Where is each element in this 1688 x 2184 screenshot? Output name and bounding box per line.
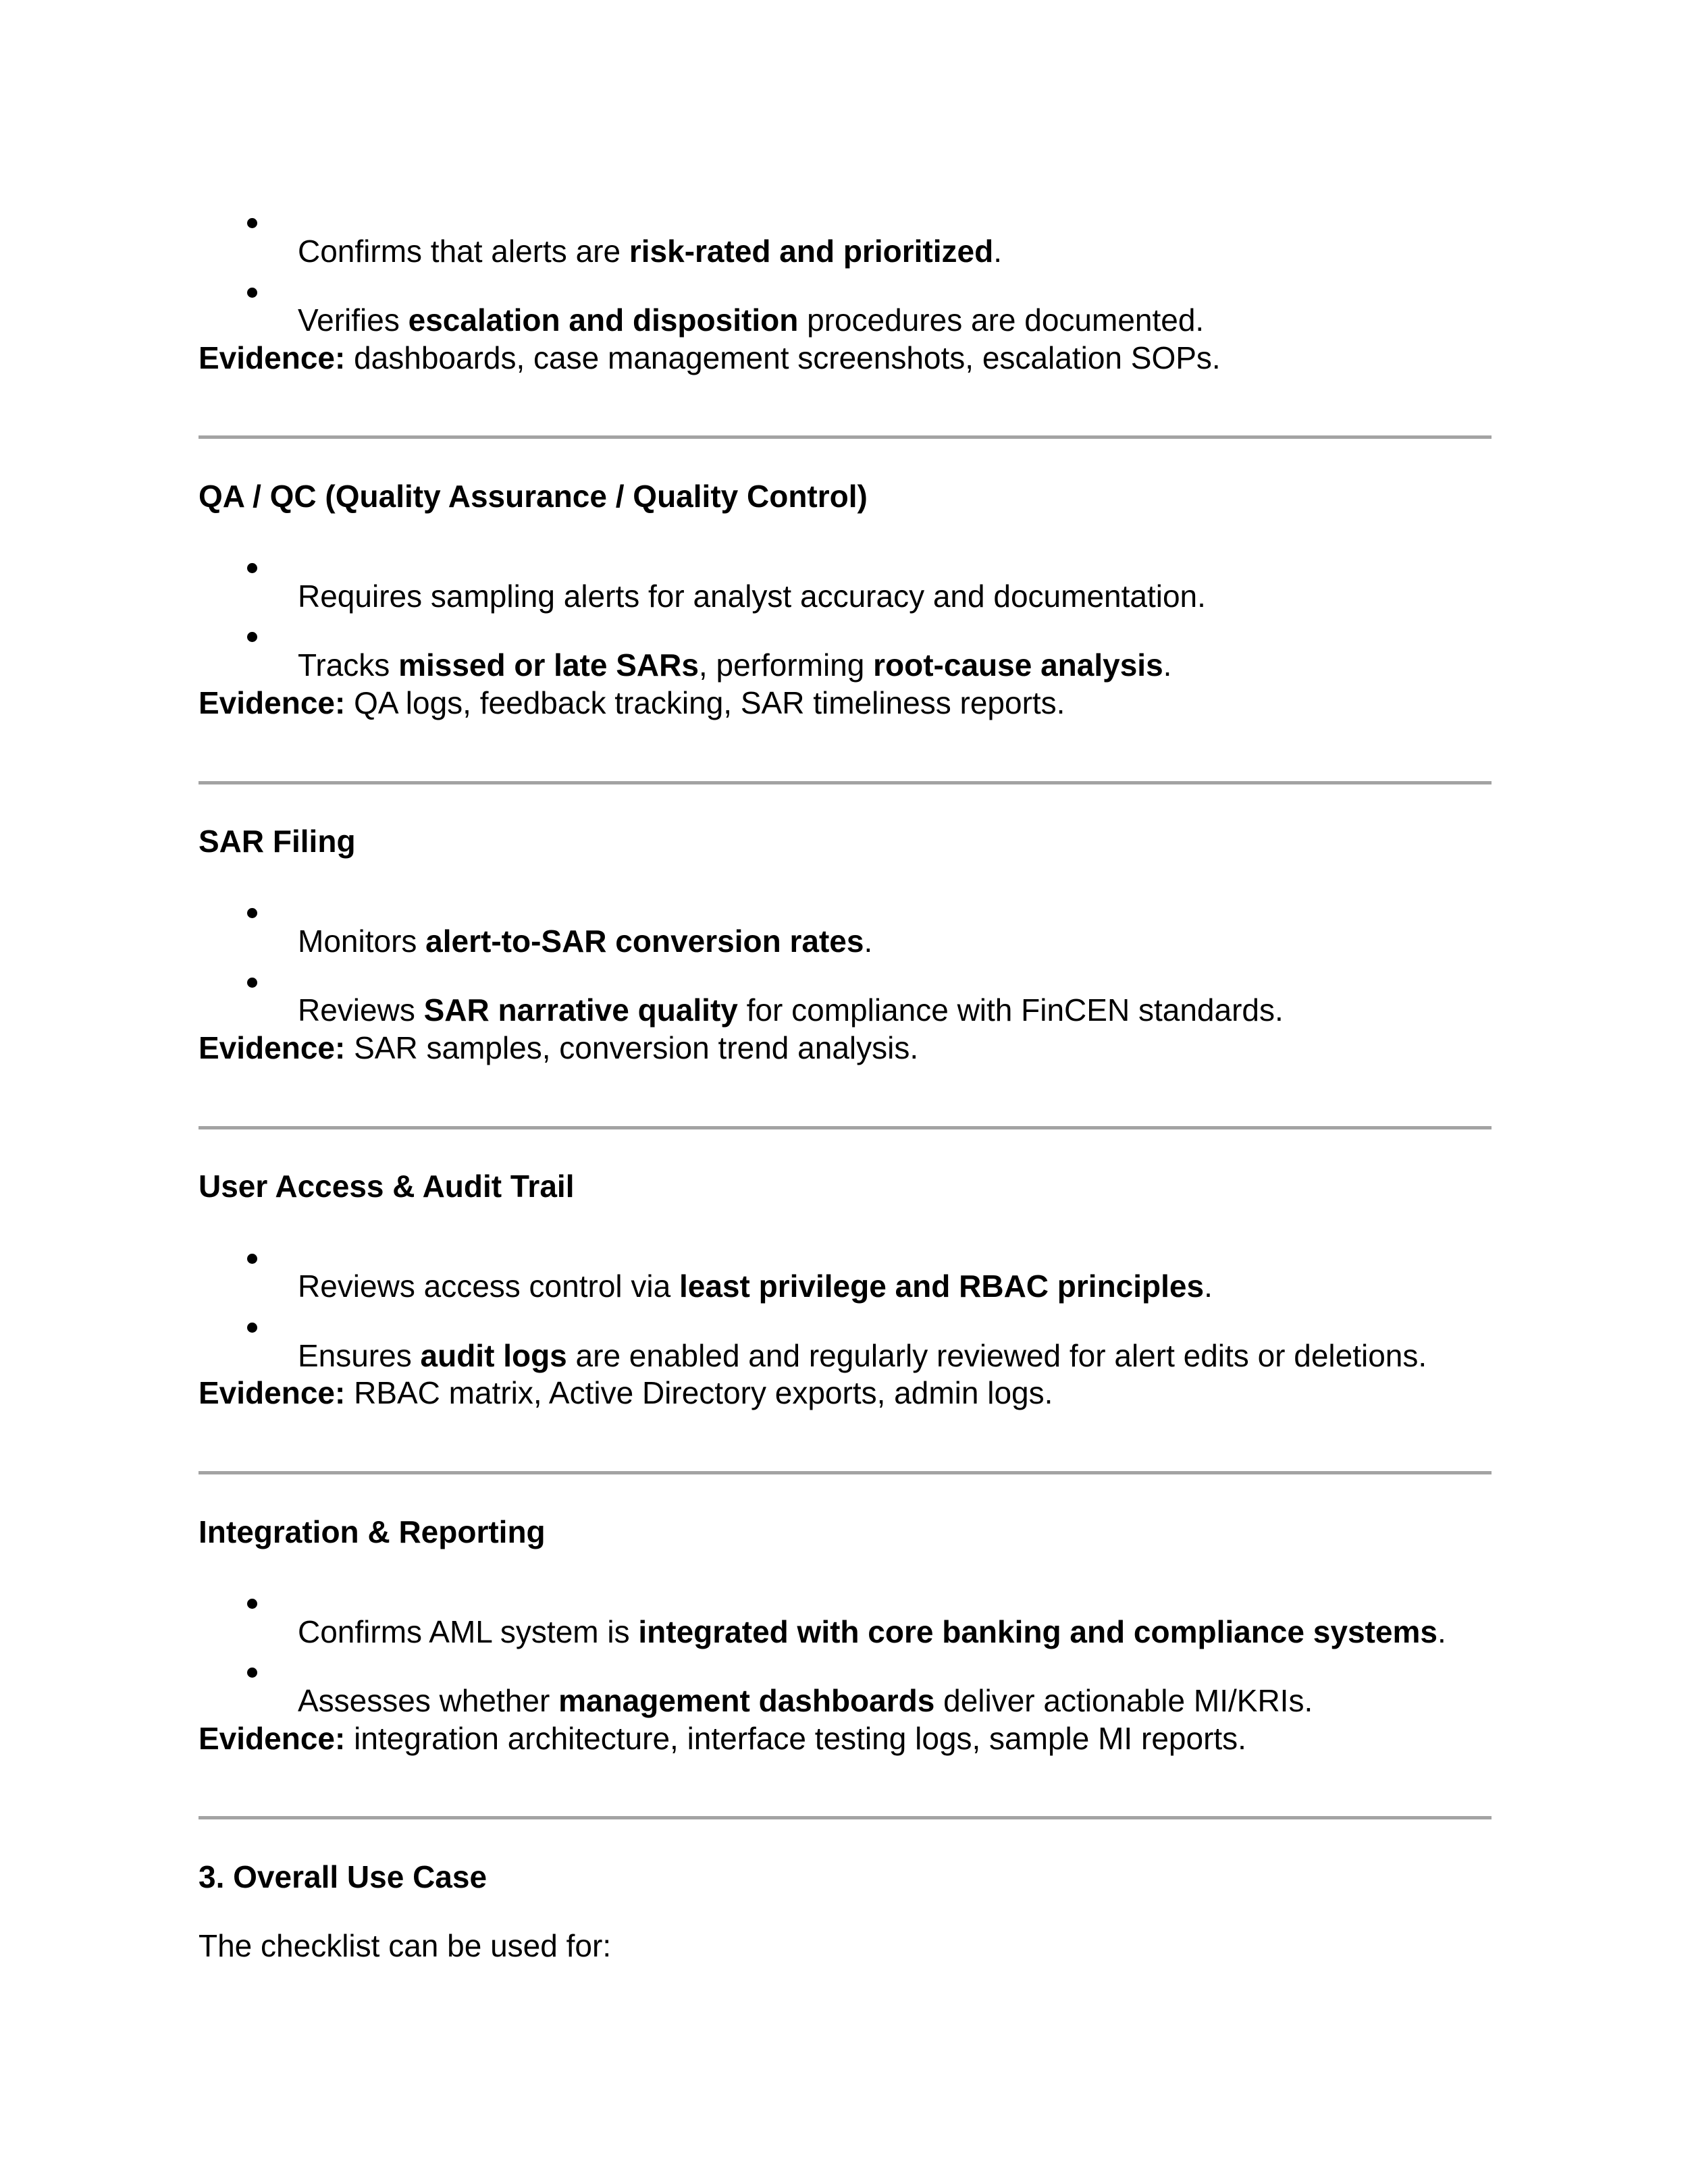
evidence-line: Evidence: dashboards, case management screenshots, escalation SOPs. xyxy=(199,340,1221,375)
bullet-item: Requires sampling alerts for analyst accuracy and documentation. xyxy=(298,579,1206,614)
bullet-item: Verifies escalation and disposition procedures are documented. xyxy=(298,302,1205,338)
bullet-item: Tracks missed or late SARs, performing root-cause analysis. xyxy=(298,647,1172,683)
bullet-icon xyxy=(247,563,257,573)
bullet-item: Monitors alert-to-SAR conversion rates. xyxy=(298,924,873,959)
bullet-item: Confirms that alerts are risk-rated and prioritized. xyxy=(298,234,1002,269)
bullet-item: Reviews SAR narrative quality for compliance with FinCEN standards. xyxy=(298,992,1284,1028)
section-heading: Integration & Reporting xyxy=(199,1514,546,1549)
evidence-line: Evidence: SAR samples, conversion trend analysis. xyxy=(199,1030,919,1065)
bullet-icon xyxy=(247,1668,257,1678)
bullet-icon xyxy=(247,632,257,642)
bullet-item: Ensures audit logs are enabled and regularly reviewed for alert edits or deletions. xyxy=(298,1338,1427,1373)
section-heading: User Access & Audit Trail xyxy=(199,1169,575,1204)
section-divider xyxy=(199,781,1492,784)
bullet-icon xyxy=(247,1254,257,1264)
section-divider xyxy=(199,1471,1492,1474)
bullet-item: Reviews access control via least privilege and RBAC principles. xyxy=(298,1269,1213,1304)
bullet-icon xyxy=(247,978,257,988)
section-heading: 3. Overall Use Case xyxy=(199,1859,487,1894)
bullet-item: Confirms AML system is integrated with core banking and compliance systems. xyxy=(298,1614,1446,1649)
bullet-item: Assesses whether management dashboards deliver actionable MI/KRIs. xyxy=(298,1683,1313,1718)
section-divider xyxy=(199,1816,1492,1819)
paragraph: The checklist can be used for: xyxy=(199,1928,612,1963)
evidence-line: Evidence: RBAC matrix, Active Directory exports, admin logs. xyxy=(199,1375,1053,1410)
bullet-icon xyxy=(247,288,257,298)
evidence-line: Evidence: QA logs, feedback tracking, SAR timeliness reports. xyxy=(199,685,1065,720)
section-heading: SAR Filing xyxy=(199,824,356,859)
section-heading: QA / QC (Quality Assurance / Quality Control) xyxy=(199,479,868,514)
evidence-line: Evidence: integration architecture, interface testing logs, sample MI reports. xyxy=(199,1721,1246,1756)
bullet-icon xyxy=(247,218,257,228)
bullet-icon xyxy=(247,1323,257,1333)
section-divider xyxy=(199,1126,1492,1129)
section-divider xyxy=(199,435,1492,439)
bullet-icon xyxy=(247,908,257,918)
bullet-icon xyxy=(247,1599,257,1609)
